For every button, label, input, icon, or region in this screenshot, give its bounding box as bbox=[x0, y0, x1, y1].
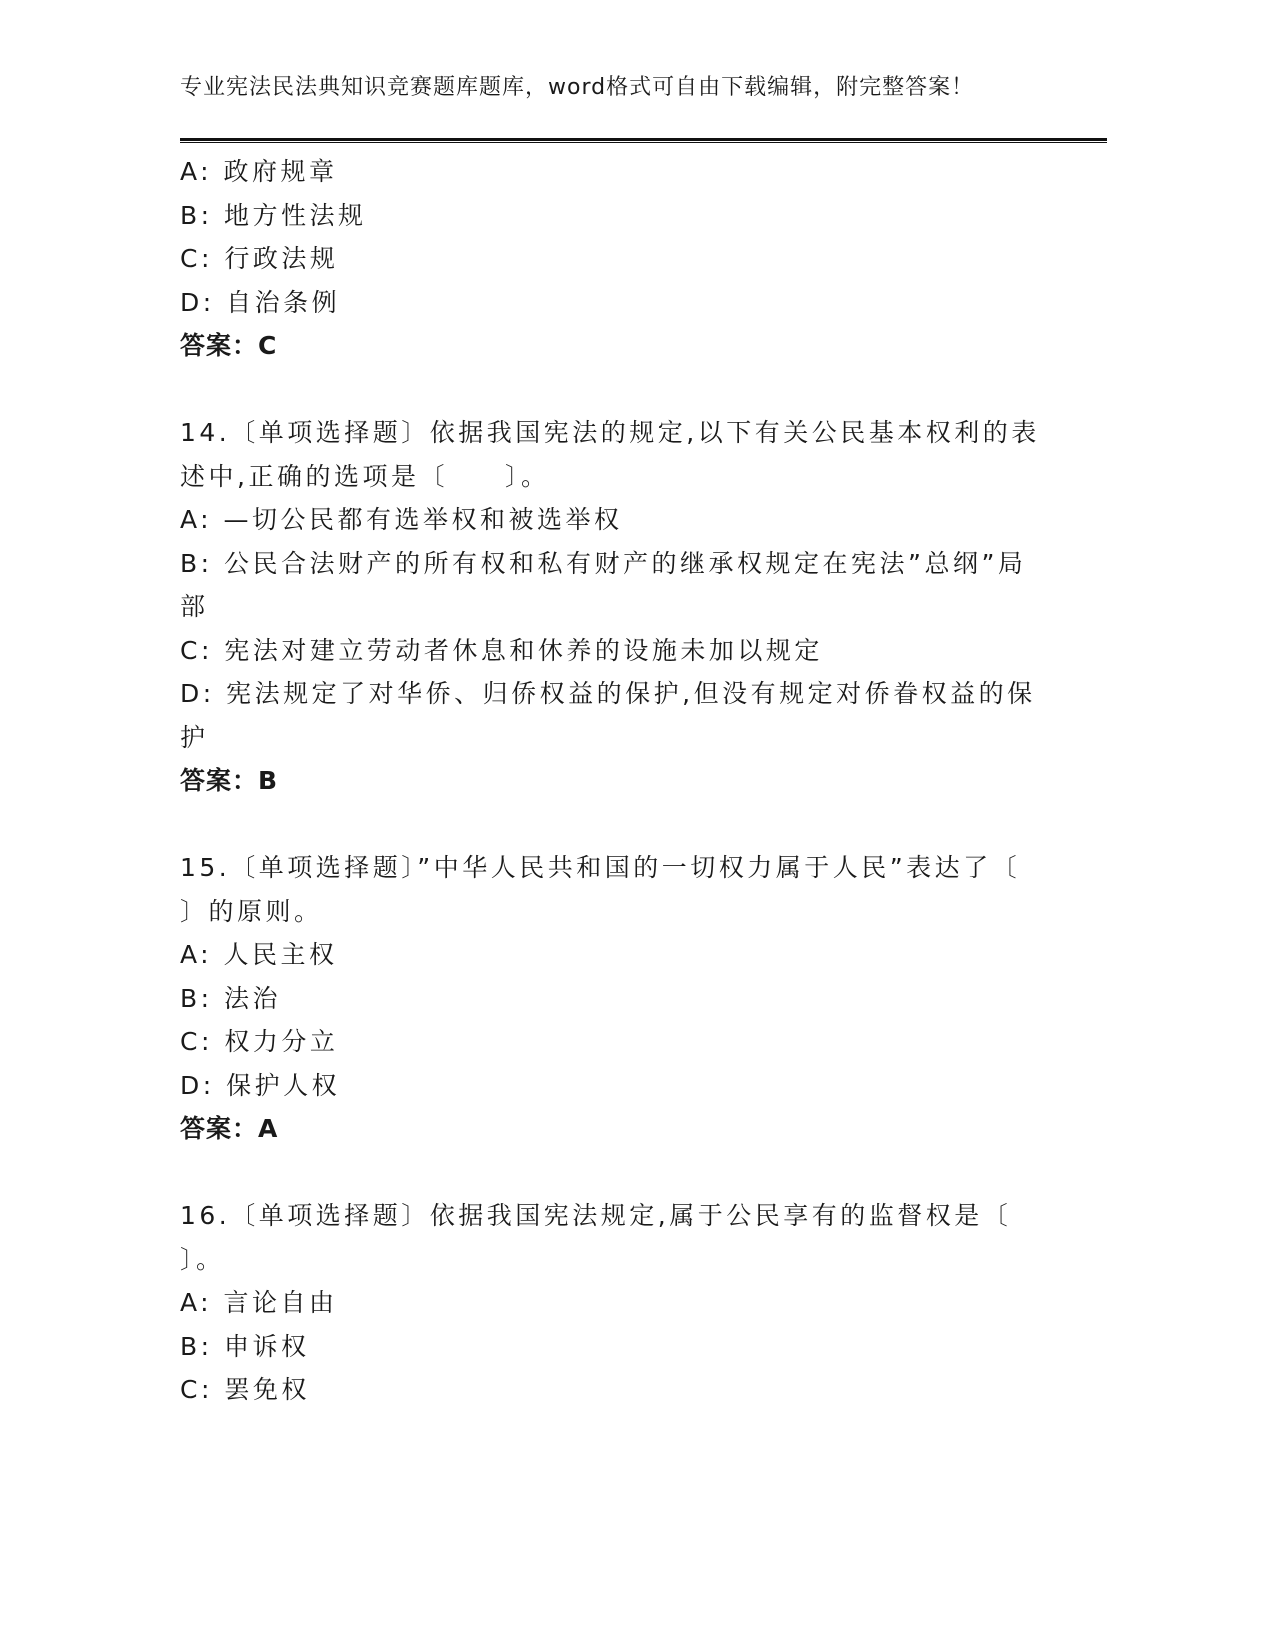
option-a: A: 人民主权 bbox=[180, 940, 338, 969]
option-a: A: 言论自由 bbox=[180, 1288, 338, 1317]
option-b-continued: 部 bbox=[180, 592, 209, 621]
option-c: C: 罢免权 bbox=[180, 1375, 310, 1404]
question-block-13 bbox=[180, 150, 1040, 368]
question-text: 14.〔单项选择题〕依据我国宪法的规定,以下有关公民基本权利的表 bbox=[180, 418, 1040, 447]
question-text: 〕。 bbox=[180, 1244, 225, 1274]
option-c: C: 行政法规 bbox=[180, 244, 339, 273]
option-d-continued: 护 bbox=[180, 722, 209, 752]
question-block-15 bbox=[180, 846, 1040, 1151]
question-block-14 bbox=[180, 411, 1040, 803]
question-block-16 bbox=[180, 1194, 1040, 1412]
question-text: 16.〔单项选择题〕依据我国宪法规定,属于公民享有的监督权是〔 bbox=[180, 1201, 1012, 1230]
question-text: 〕的原则。 bbox=[180, 896, 323, 926]
spacer bbox=[180, 368, 1040, 412]
option-c: C: 宪法对建立劳动者休息和休养的设施未加以规定 bbox=[180, 635, 823, 665]
option-d: D: 自治条例 bbox=[180, 287, 341, 317]
option-b: B: 公民合法财产的所有权和私有财产的继承权规定在宪法”总纲”局 bbox=[180, 548, 1027, 578]
answer-line: 答案：B bbox=[180, 766, 279, 795]
option-b: B: 申诉权 bbox=[180, 1331, 310, 1361]
answer-line: 答案：A bbox=[180, 1114, 279, 1143]
option-a: A: 政府规章 bbox=[180, 157, 338, 186]
option-b: B: 法治 bbox=[180, 983, 282, 1013]
question-text: 述中,正确的选项是〔 〕。 bbox=[180, 461, 550, 491]
spacer bbox=[180, 1151, 1040, 1195]
question-content bbox=[180, 150, 1040, 1412]
option-d: D: 保护人权 bbox=[180, 1070, 341, 1100]
option-c: C: 权力分立 bbox=[180, 1027, 339, 1056]
option-d: D: 宪法规定了对华侨、归侨权益的保护,但没有规定对侨眷权益的保 bbox=[180, 679, 1036, 708]
document-header: 专业宪法民法典知识竞赛题库题库，word格式可自由下载编辑，附完整答案！ bbox=[180, 75, 975, 100]
answer-line: 答案：C bbox=[180, 331, 278, 360]
spacer bbox=[180, 803, 1040, 847]
option-b: B: 地方性法规 bbox=[180, 200, 367, 230]
question-text: 15.〔单项选择题〕”中华人民共和国的一切权力属于人民”表达了〔 bbox=[180, 853, 1021, 882]
header-divider bbox=[180, 138, 1107, 143]
option-a: A: —切公民都有选举权和被选举权 bbox=[180, 505, 623, 534]
